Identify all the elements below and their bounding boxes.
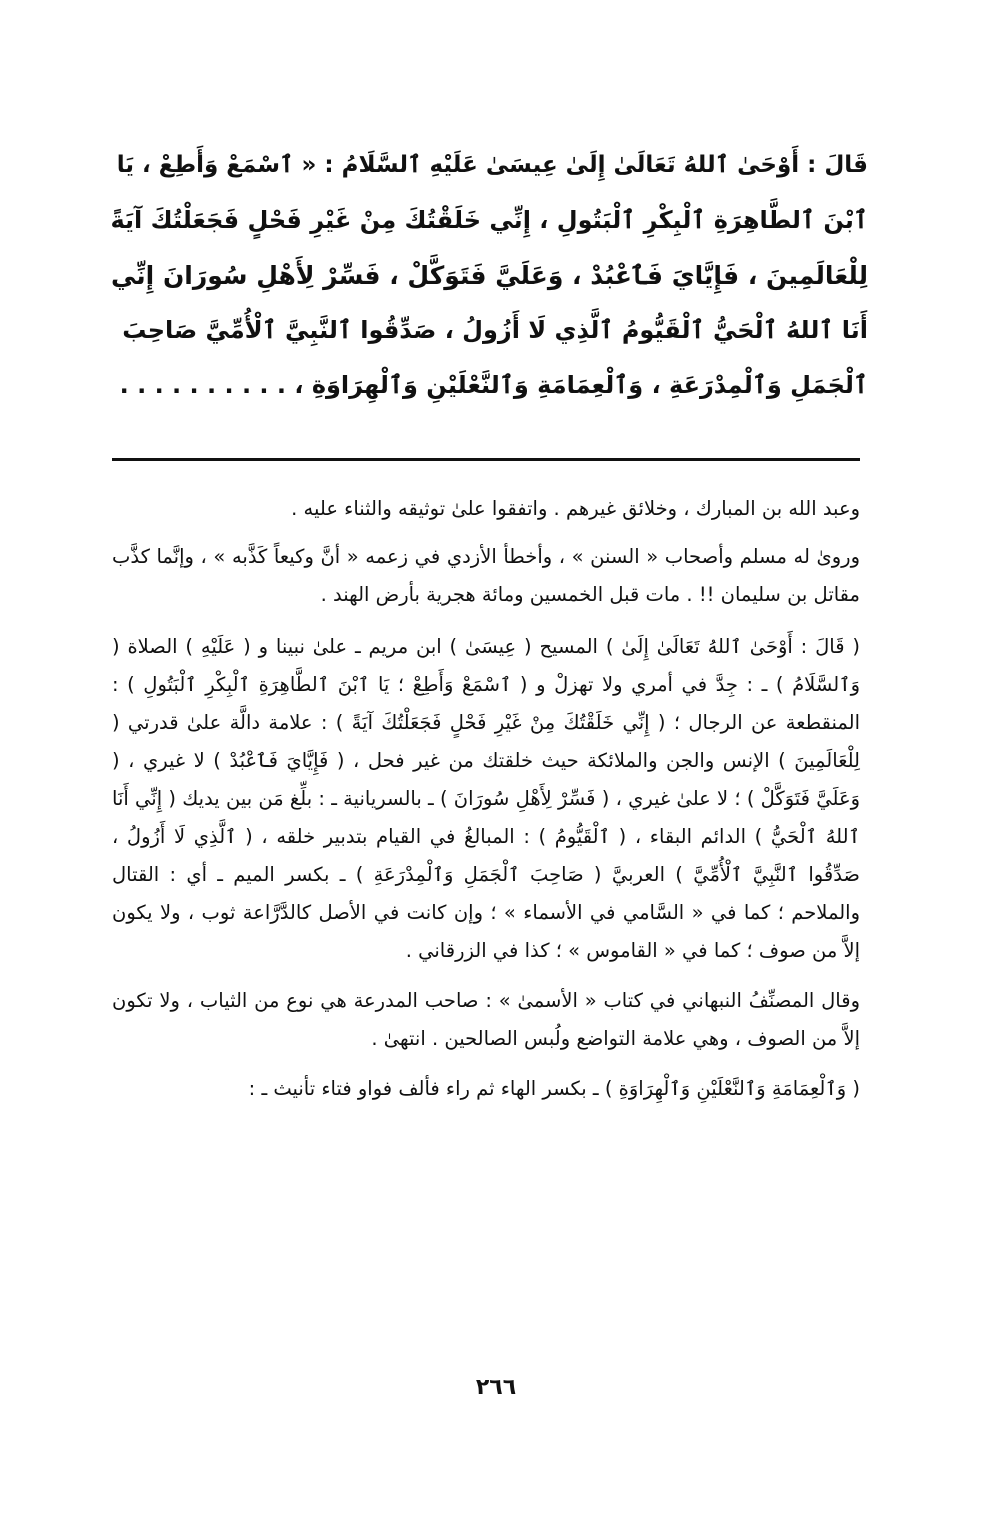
section-divider (112, 458, 860, 461)
main-text-line: أَنَا ٱللهُ ٱلْحَيُّ ٱلْقَيُّومُ ٱلَّذِي لَا أَزُولُ ، صَدِّقُوا ٱلنَّبِيَّ ٱلْأُمِّيَّ صَاحِبَ (122, 316, 868, 344)
commentary-paragraph: وروىٰ له مسلم وأصحاب « السنن » ، وأخطأ الأزدي في زعمه « أنَّ وكيعاً كَذَّبه » ، وإنَّما كذَّب مقاتل بن سليمان !! . مات قبل الخمسين ومائة هجرية بأرض الهند . (112, 545, 860, 606)
main-text-line: ٱبْنَ ٱلطَّاهِرَةِ ٱلْبِكْرِ ٱلْبَتُولِ ، إِنِّي خَلَقْتُكَ مِنْ غَيْرِ فَحْلٍ فَجَعَلْتُكَ آيَةً (110, 206, 868, 234)
main-text-block (96, 138, 868, 413)
commentary-paragraph: وعبد الله بن المبارك ، وخلائق غيرهم . واتفقوا علىٰ توثيقه والثناء عليه . (291, 497, 860, 520)
main-text-line: ٱلْجَمَلِ وَٱلْمِدْرَعَةِ ، وَٱلْعِمَامَةِ وَٱلنَّعْلَيْنِ وَٱلْهِرَاوَةِ ، . . . . . . . . . . (119, 371, 868, 399)
commentary-paragraph: ( قَالَ : أَوْحَىٰ ٱللهُ تَعَالَىٰ إِلَىٰ ) المسيح ( عِيسَىٰ ) ابن مريم ـ علىٰ نبينا و ( عَلَيْهِ ) الصلاة ( وَٱلسَّلَامُ ) ـ : جِدَّ في أمري ولا تهزلْ و ( ٱسْمَعْ وَأَطِعْ ؛ يَا ٱبْنَ ٱلطَّاهِرَةِ ٱلْبِكْرِ ٱلْبَتُولِ ) : المنقطعة عن الرجال ؛ ( إِنِّي خَلَقْتُكَ مِنْ غَيْرِ فَحْلٍ فَجَعَلْتُكَ آيَةً ) : علامة دالَّة علىٰ قدرتي ( لِلْعَالَمِينَ ) الإنس والجن والملائكة حيث خلقتك من غير فحل ، ( فَإِيَّايَ فَٱعْبُدْ ) لا غيري ، ( وَعَلَيَّ فَتَوَكَّلْ ) ؛ لا علىٰ غيري ، ( فَسِّرْ لِأَهْلِ سُورَانَ ) ـ بالسريانية ـ : بلِّغ مَن بين يديك ( إِنِّي أَنَا ٱللهُ ٱلْحَيُّ ) الدائم البقاء ، ( ٱلْقَيُّومُ ) : المبالغُ في القيام بتدبير خلقه ، ( ٱلَّذِي لَا أَزُولُ ، صَدِّقُوا ٱلنَّبِيَّ ٱلْأُمِّيَّ ) العربيَّ ( صَاحِبَ ٱلْجَمَلِ وَٱلْمِدْرَعَةِ ) ـ بكسر الميم ـ أي : القتال والملاحم ؛ كما في « السَّامي في الأسماء » ؛ وإن كانت في الأصل كالدَّرَّاعة ثوب ، ولا يكون إلاَّ من صوف ؛ كما في « القاموس » ؛ كذا في الزرقاني . (112, 635, 860, 962)
commentary-paragraph: وقال المصنِّفُ النبهاني في كتاب « الأسمىٰ » : صاحب المدرعة هي نوع من الثياب ، ولا تكون إلاَّ من الصوف ، وهي علامة التواضع ولُبس الصالحين . انتهىٰ . (112, 989, 860, 1050)
commentary-block (112, 490, 860, 1120)
main-text-line: لِلْعَالَمِينَ ، فَإِيَّايَ فَٱعْبُدْ ، وَعَلَيَّ فَتَوَكَّلْ ، فَسِّرْ لِأَهْلِ سُورَانَ إِنِّي (110, 261, 868, 290)
commentary-paragraph: ( وَٱلْعِمَامَةِ وَٱلنَّعْلَيْنِ وَٱلْهِرَاوَةِ ) ـ بكسر الهاء ثم راء فألف فواو فتاء تأنيث ـ : (248, 1077, 860, 1100)
page-number: ٢٦٦ (475, 1375, 517, 1400)
main-text-line: قَالَ : أَوْحَىٰ ٱللهُ تَعَالَىٰ إِلَىٰ عِيسَىٰ عَلَيْهِ ٱلسَّلَامُ : « ٱسْمَعْ وَأَطِعْ ، يَا (116, 152, 868, 178)
